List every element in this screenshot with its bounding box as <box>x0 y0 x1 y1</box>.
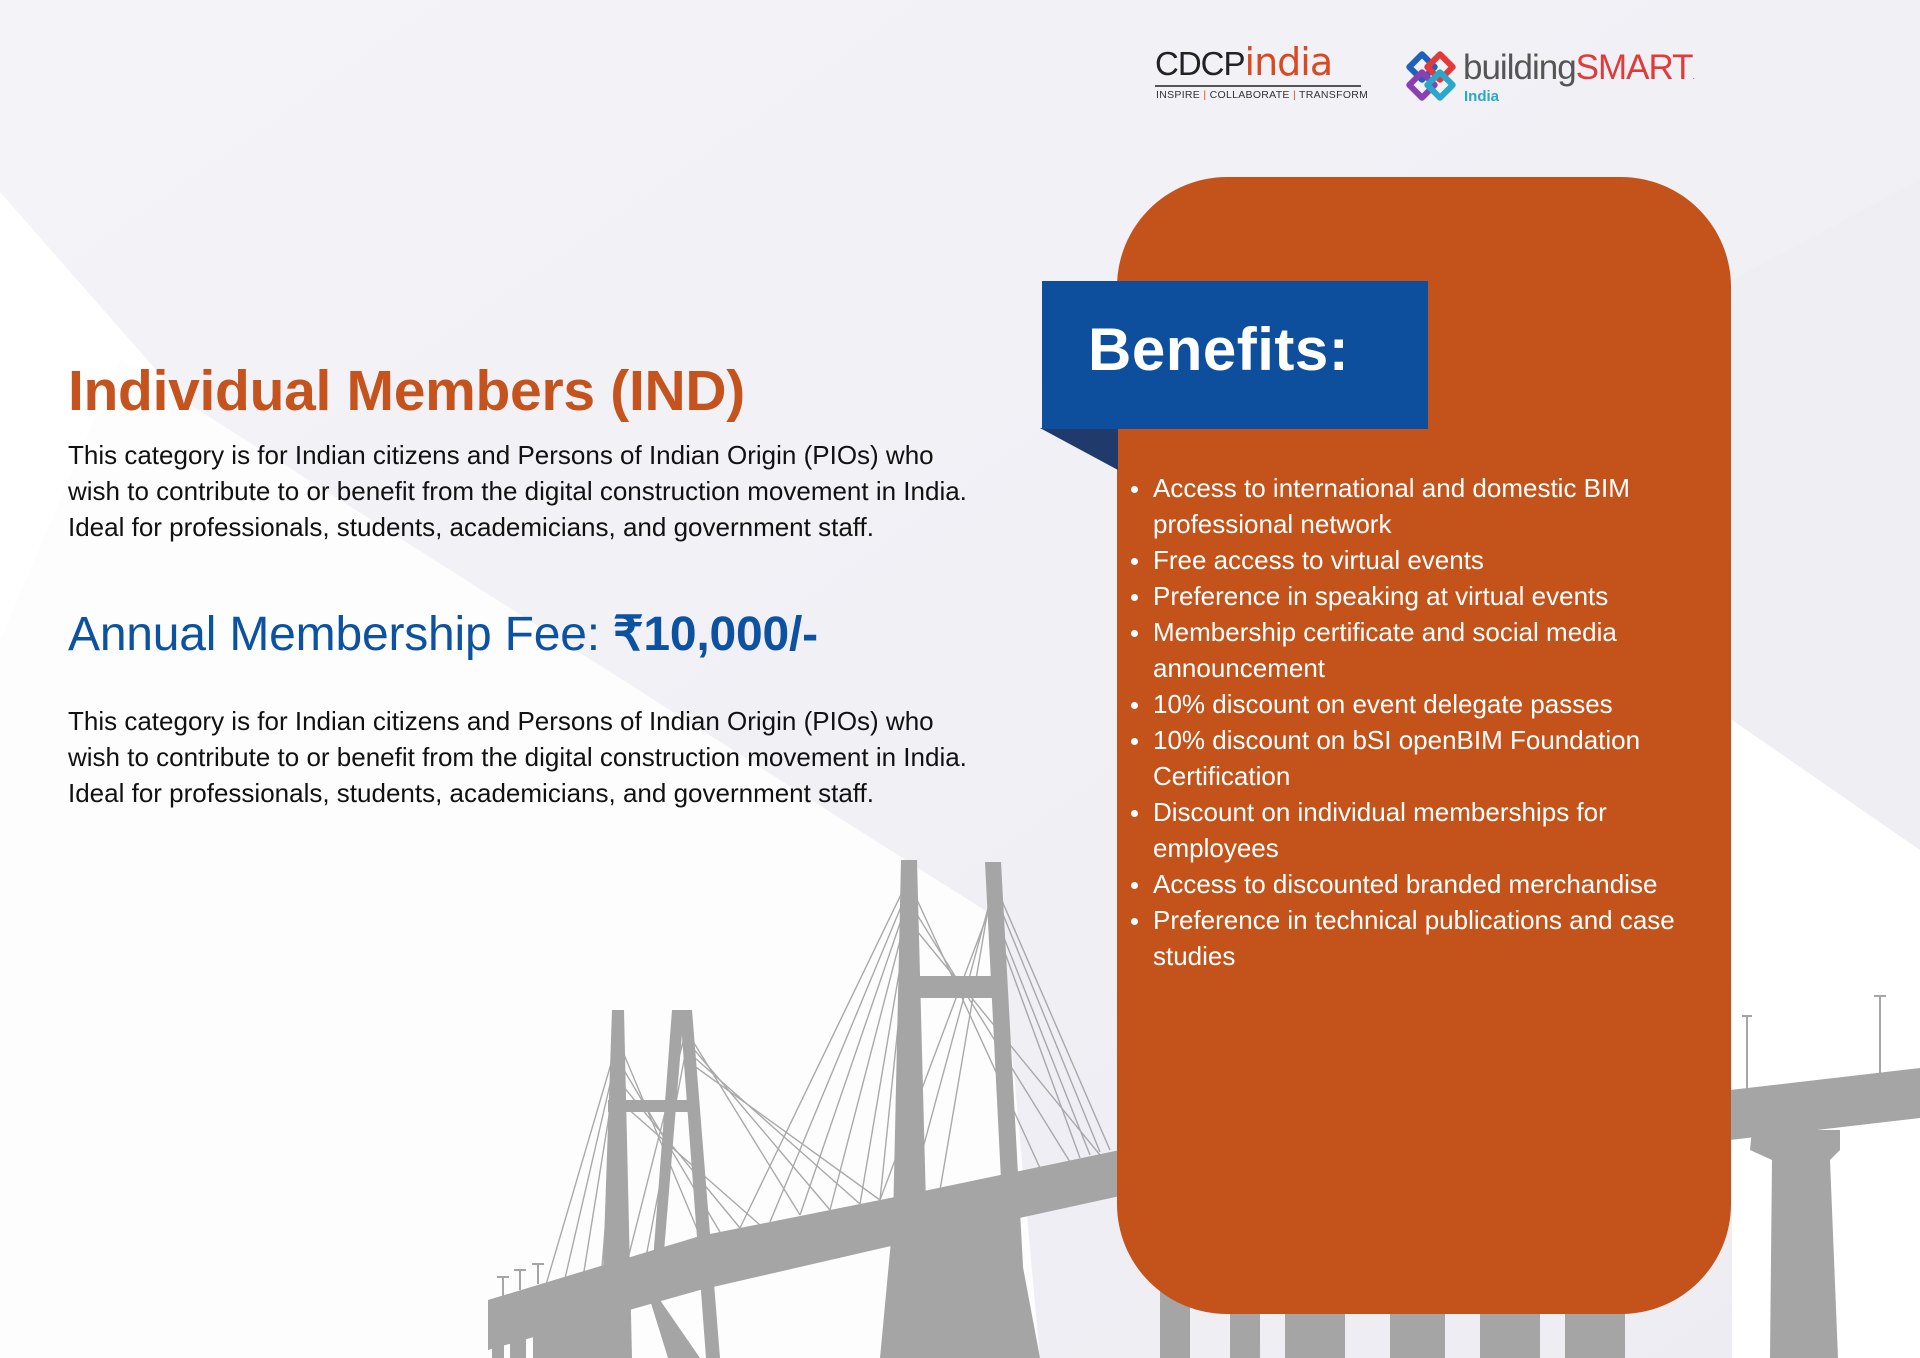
benefit-item: Free access to virtual events <box>1128 542 1708 578</box>
cdcp-logo-tagline: INSPIRE | COLLABORATE | TRANSFORM <box>1156 89 1369 101</box>
buildingsmart-word-smart: SMART <box>1575 48 1693 87</box>
fee-amount: ₹10,000/- <box>613 608 818 661</box>
cdcp-india-logo <box>1150 36 1369 112</box>
benefits-title: Benefits: <box>1088 316 1350 383</box>
buildingsmart-region: India <box>1464 88 1500 105</box>
bullet-icon <box>1131 486 1138 493</box>
benefit-item: Access to discounted branded merchandise <box>1128 866 1708 902</box>
benefit-item: Preference in technical publications and case studies <box>1128 902 1708 974</box>
cdcp-logo-rule <box>1155 85 1361 87</box>
membership-description <box>68 355 968 811</box>
bullet-icon <box>1131 882 1138 889</box>
buildingsmart-word-building: building <box>1463 48 1576 87</box>
page-title: Individual Members (IND) <box>68 359 745 423</box>
benefit-item: Access to international and domestic BIM professional network <box>1128 470 1708 542</box>
cdcp-logo-india: india <box>1244 40 1333 84</box>
bullet-icon <box>1131 702 1138 709</box>
cdcp-logo-wordmark: CDCP <box>1155 45 1245 82</box>
benefit-item: Discount on individual memberships for employees <box>1128 794 1708 866</box>
bullet-icon <box>1131 558 1138 565</box>
bullet-icon <box>1131 810 1138 817</box>
bullet-icon <box>1131 630 1138 637</box>
fee-label: Annual Membership Fee: <box>68 608 614 661</box>
bullet-icon <box>1131 594 1138 601</box>
benefit-item: Preference in speaking at virtual events <box>1128 578 1708 614</box>
benefit-item: 10% discount on bSI openBIM Foundation Certification <box>1128 722 1708 794</box>
benefits-list <box>1128 470 1708 974</box>
benefit-item: 10% discount on event delegate passes <box>1128 686 1708 722</box>
registered-mark: . <box>1692 71 1696 81</box>
bullet-icon <box>1131 738 1138 745</box>
bullet-icon <box>1131 918 1138 925</box>
benefit-item: Membership certificate and social media announcement <box>1128 614 1708 686</box>
category-description-repeat: This category is for Indian citizens and Persons of Indian Origin (PIOs) who wish to contribute to or benefit from the digital construction movement in India. Ideal for professionals, students, academicians, and government staff. <box>68 706 967 808</box>
category-description: This category is for Indian citizens and Persons of Indian Origin (PIOs) who wish to contribute to or benefit from the digital construction movement in India. Ideal for professionals, students, academicians, and government staff. <box>68 440 967 542</box>
buildingsmart-knot-icon <box>1405 50 1459 104</box>
logo-group <box>1150 36 1695 112</box>
annual-fee <box>68 605 968 665</box>
buildingsmart-india-logo <box>1405 48 1695 112</box>
benefits-banner <box>1042 281 1428 429</box>
